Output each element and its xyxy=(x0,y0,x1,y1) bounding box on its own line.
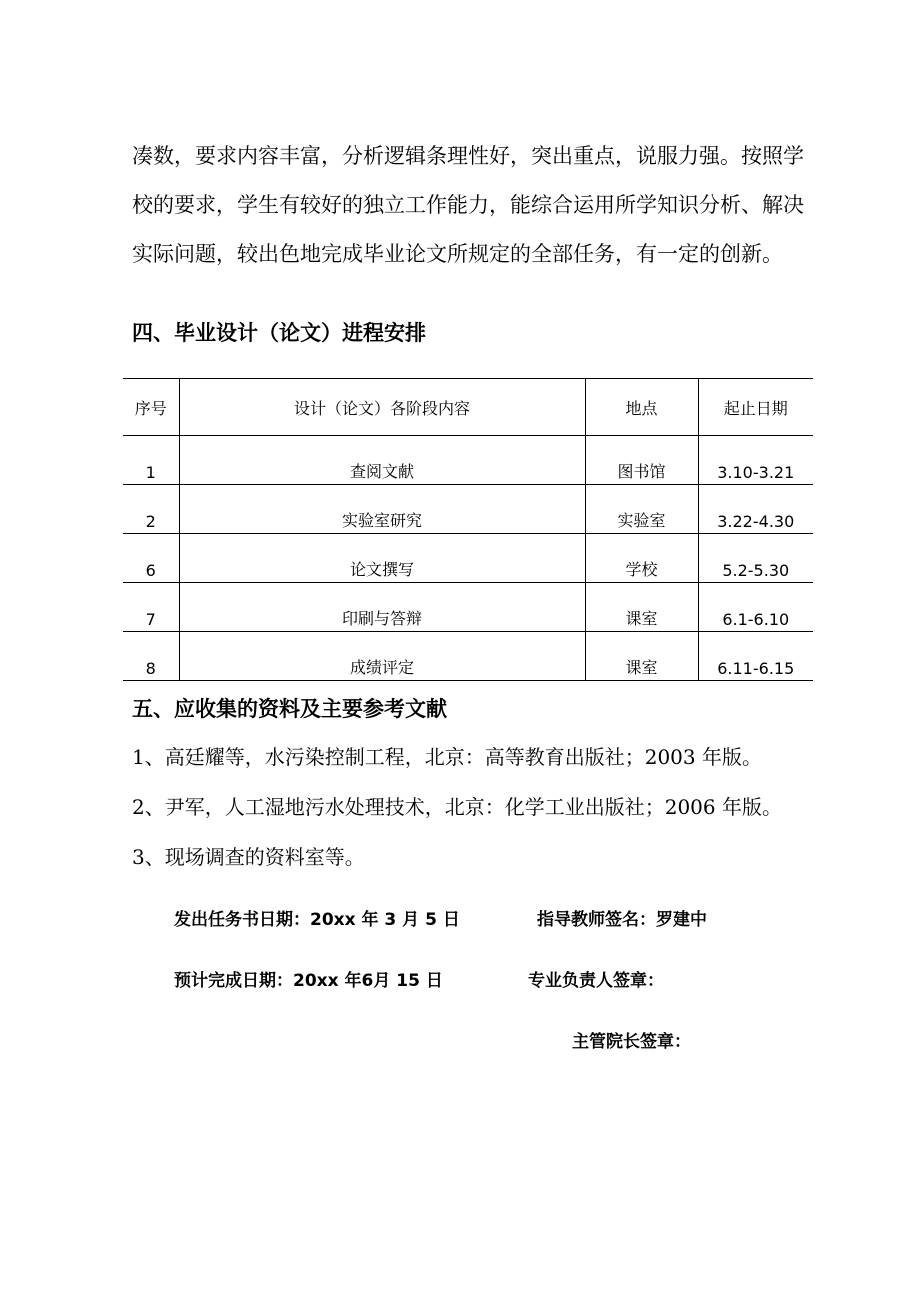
table-row xyxy=(123,485,813,534)
cell-place: 课室 xyxy=(585,583,698,632)
advisor-signature: 指导教师签名：罗建中 xyxy=(537,910,707,930)
cell-dates: 3.22-4.30 xyxy=(698,485,813,534)
table-row xyxy=(123,632,813,681)
issue-date: 发出任务书日期：20xx 年 3 月 5 日 xyxy=(174,910,460,930)
table-header-row xyxy=(123,379,813,436)
major-head-seal: 专业负责人签章： xyxy=(528,971,664,991)
schedule-table xyxy=(123,378,813,681)
cell-dates: 6.11-6.15 xyxy=(698,632,813,681)
section-4-title: 四、毕业设计（论文）进程安排 xyxy=(132,321,426,345)
table-row xyxy=(123,534,813,583)
cell-place: 学校 xyxy=(585,534,698,583)
cell-content: 查阅文献 xyxy=(179,436,585,485)
cell-place: 图书馆 xyxy=(585,436,698,485)
cell-content: 印刷与答辩 xyxy=(179,583,585,632)
cell-content: 论文撰写 xyxy=(179,534,585,583)
cell-no: 8 xyxy=(123,632,179,681)
cell-dates: 6.1-6.10 xyxy=(698,583,813,632)
cell-no: 7 xyxy=(123,583,179,632)
reference-1: 1、高廷耀等，水污染控制工程，北京：高等教育出版社；2003 年版。 xyxy=(132,745,762,769)
header-place: 地点 xyxy=(585,379,698,436)
cell-dates: 3.10-3.21 xyxy=(698,436,813,485)
header-no: 序号 xyxy=(123,379,179,436)
paragraph-line-3: 实际问题，较出色地完成毕业论文所规定的全部任务，有一定的创新。 xyxy=(132,242,783,266)
cell-no: 6 xyxy=(123,534,179,583)
paragraph-line-1: 凑数，要求内容丰富，分析逻辑条理性好，突出重点，说服力强。按照学 xyxy=(132,144,804,168)
section-5-title: 五、应收集的资料及主要参考文献 xyxy=(132,697,447,721)
cell-place: 课室 xyxy=(585,632,698,681)
table-row xyxy=(123,436,813,485)
cell-place: 实验室 xyxy=(585,485,698,534)
cell-no: 2 xyxy=(123,485,179,534)
header-dates: 起止日期 xyxy=(698,379,813,436)
completion-date: 预计完成日期：20xx 年6月 15 日 xyxy=(174,971,443,991)
cell-content: 成绩评定 xyxy=(179,632,585,681)
paragraph-line-2: 校的要求，学生有较好的独立工作能力，能综合运用所学知识分析、解决 xyxy=(132,193,804,217)
cell-content: 实验室研究 xyxy=(179,485,585,534)
reference-3: 3、现场调查的资料室等。 xyxy=(132,845,365,869)
header-content: 设计（论文）各阶段内容 xyxy=(179,379,585,436)
cell-no: 1 xyxy=(123,436,179,485)
cell-dates: 5.2-5.30 xyxy=(698,534,813,583)
dean-seal: 主管院长签章： xyxy=(572,1032,691,1052)
table-row xyxy=(123,583,813,632)
reference-2: 2、尹军，人工湿地污水处理技术，北京：化学工业出版社；2006 年版。 xyxy=(132,795,782,819)
